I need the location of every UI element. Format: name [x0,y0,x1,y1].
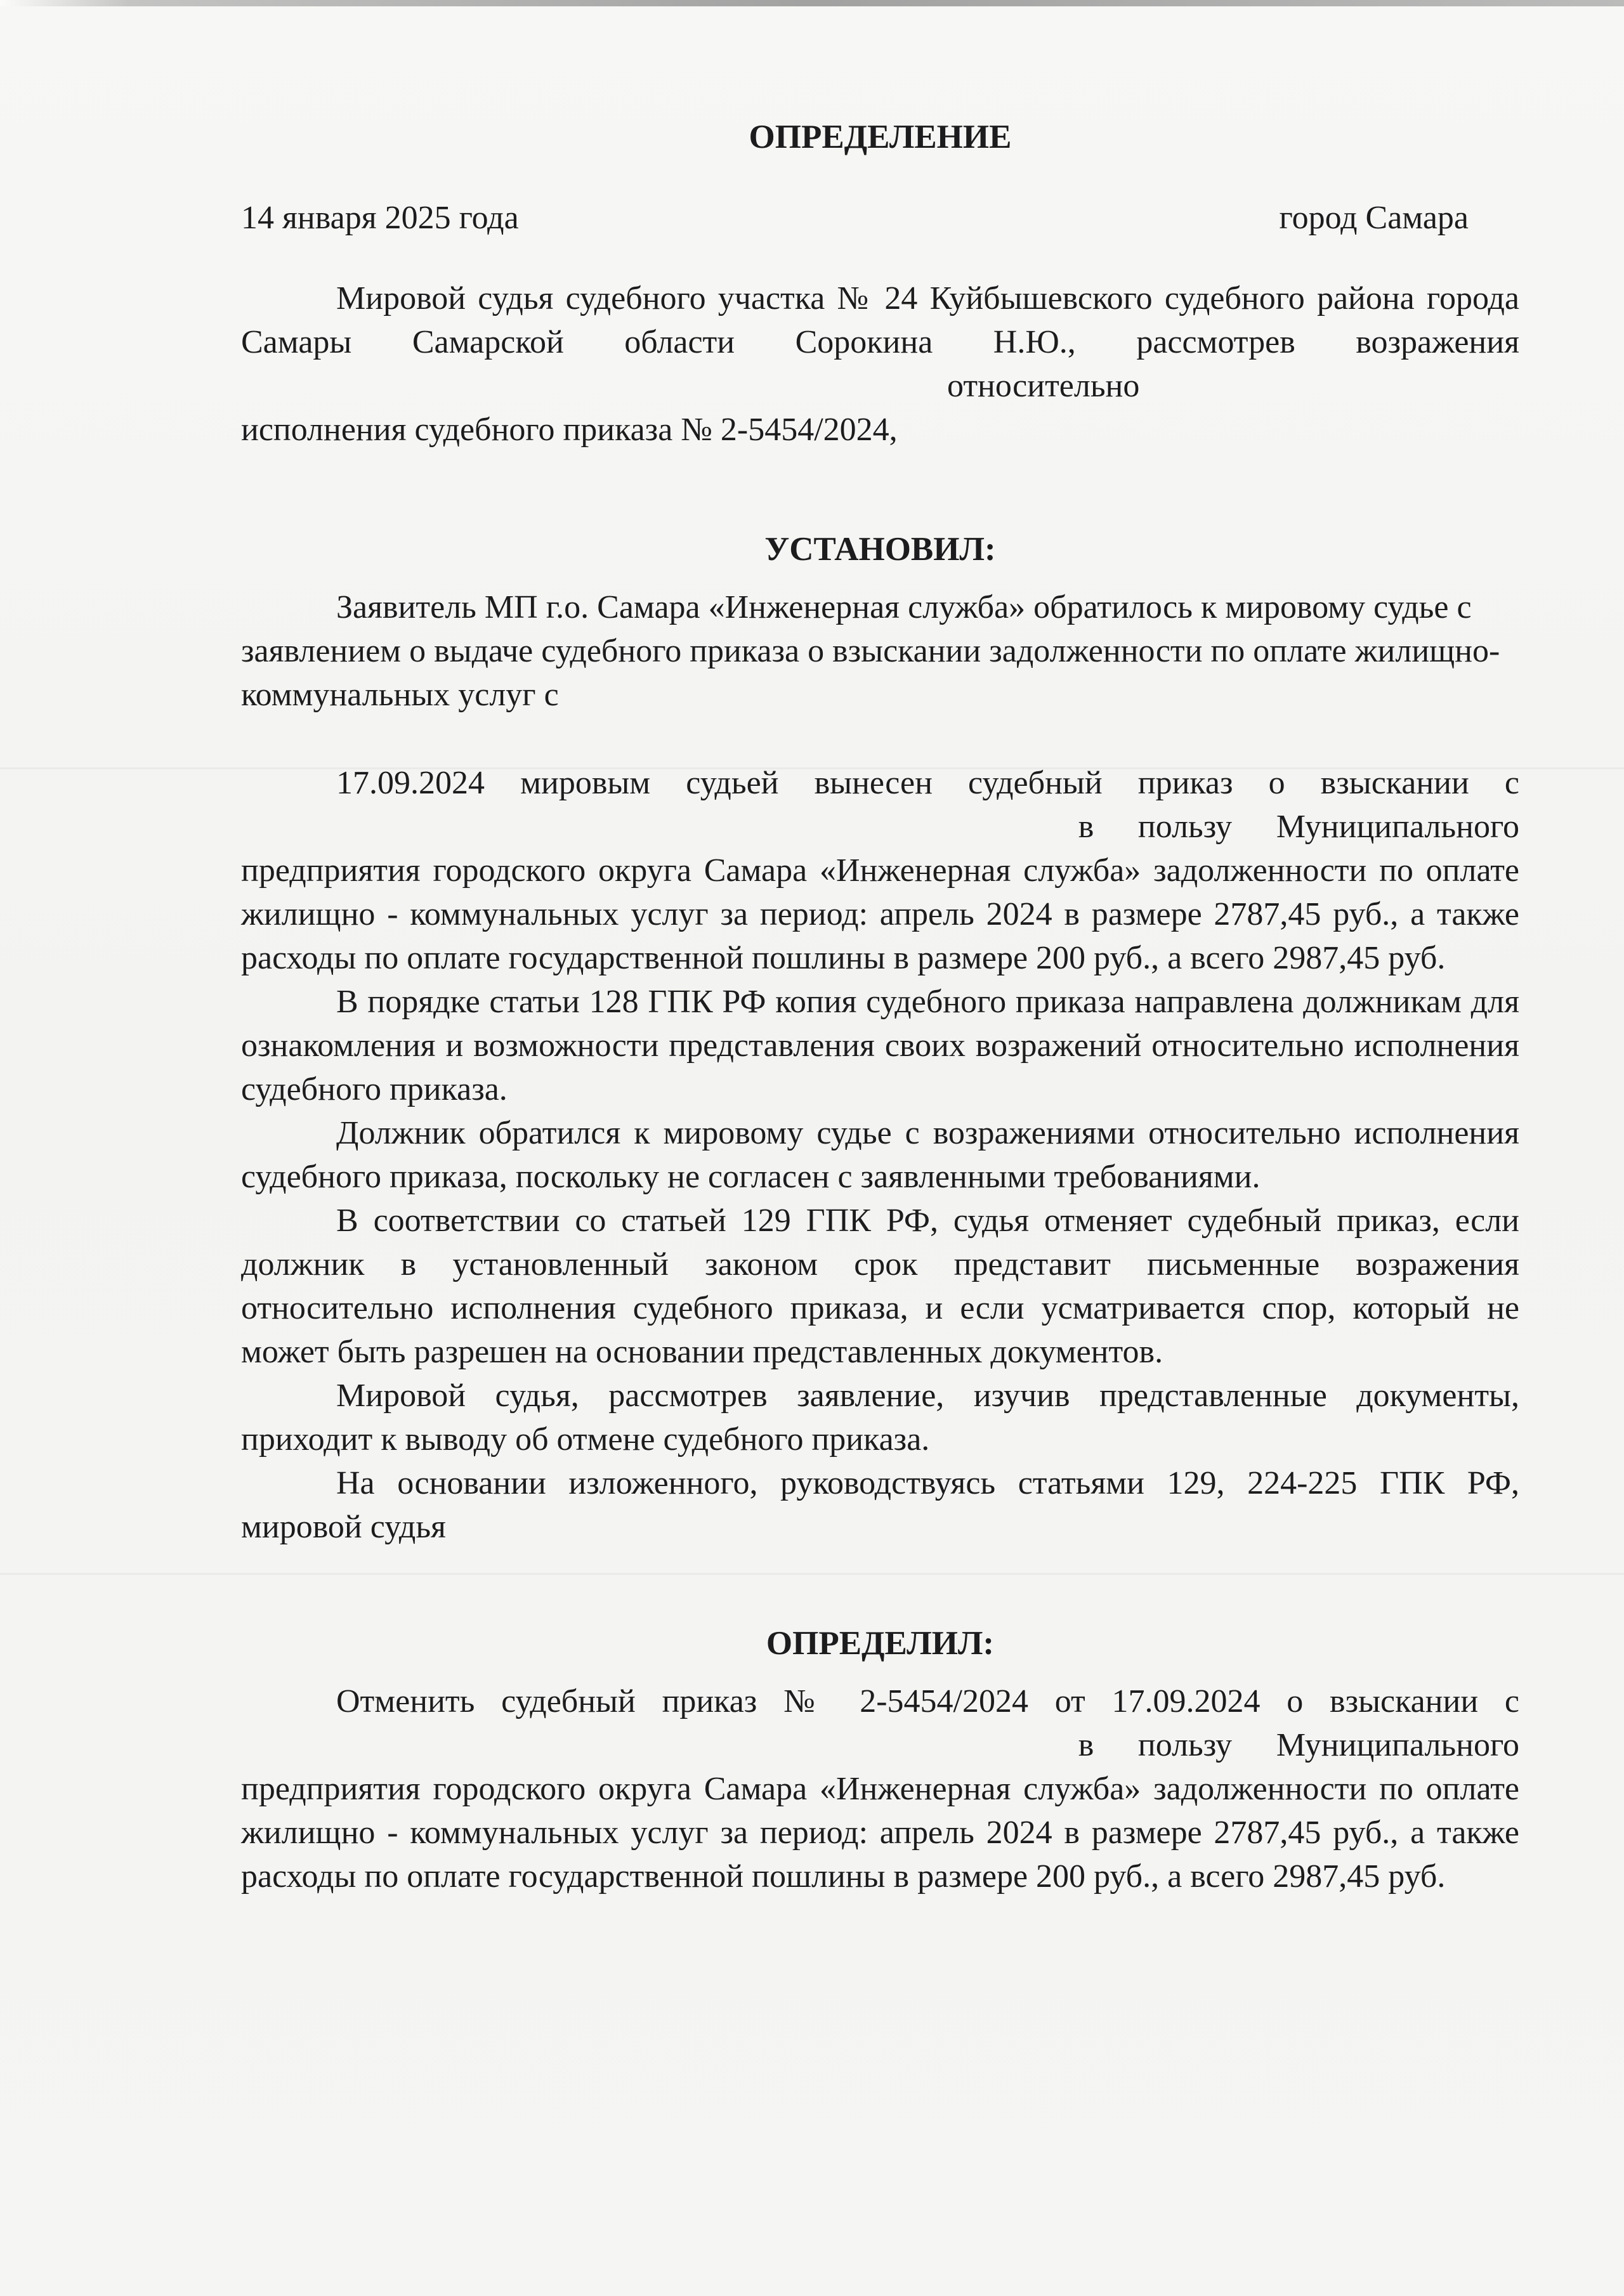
document-title: ОПРЕДЕЛЕНИЕ [749,119,1012,155]
established-paragraph-2 [241,761,1519,980]
established-paragraph-2-cont: в пользу Муниципального предприятия городского округа Самара «Инженерная служба» задолженности по оплате жилищно - коммунальных услуг за период: апрель 2024 в размере 2787,45 руб., а также расходы по оплате государственной пошлины в размере 200 руб., а всего 2987,45 руб. [241,809,1520,976]
date-place-row [241,196,1519,240]
established-paragraph-4: Должник обратился к мировому судье с возражениями относительно исполнения судебного приказа, поскольку не согласен с заявленными требованиями. [241,1115,1519,1195]
intro-text-part2: относительно [947,368,1140,404]
paper-top-edge [0,0,1624,6]
intro-text-part1: Мировой судья судебного участка № 24 Куйбышевского судебного района города Самары Самарской области Сорокина Н.Ю., рассмотрев возражения [241,280,1519,360]
established-paragraph-1: Заявитель МП г.о. Самара «Инженерная служба» обратилось к мировому судье с заявлением о выдаче судебного приказа о взыскании задолженности по оплате жилищно-коммунальных услуг с [241,589,1500,713]
established-paragraph-2-start: 17.09.2024 мировым судьей вынесен судебный приказ о взыскании с [336,765,1519,801]
decided-paragraph [241,1680,1519,1898]
decided-paragraph-start: Отменить судебный приказ № 2-5454/2024 от 17.09.2024 о взыскании с [336,1683,1519,1719]
document-city: город Самара [1279,200,1469,236]
established-paragraph-7: На основании изложенного, руководствуясь статьями 129, 224-225 ГПК РФ, мировой судья [241,1465,1519,1545]
section-established-heading: УСТАНОВИЛ: [764,531,996,568]
document-body [241,115,1519,1898]
established-paragraph-5: В соответствии со статьей 129 ГПК РФ, судья отменяет судебный приказ, если должник в установленный законом срок представит письменные возражения относительно исполнения судебного приказа, и если усматривается спор, который не может быть разрешен на основании представленных документов. [241,1203,1519,1370]
established-paragraph-3: В порядке статьи 128 ГПК РФ копия судебного приказа направлена должникам для ознакомления и возможности представления своих возражений относительно исполнения судебного приказа. [241,984,1519,1107]
intro-text-part3: исполнения судебного приказа № 2-5454/2024, [241,412,898,448]
intro-paragraph [241,277,1519,408]
decided-paragraph-cont: в пользу Муниципального предприятия городского округа Самара «Инженерная служба» задолженности по оплате жилищно - коммунальных услуг за период: апрель 2024 в размере 2787,45 руб., а также расходы по оплате государственной пошлины в размере 200 руб., а всего 2987,45 руб. [241,1727,1520,1895]
document-date: 14 января 2025 года [241,200,519,236]
established-paragraph-6: Мировой судья, рассмотрев заявление, изучив представленные документы, приходит к выводу об отмене судебного приказа. [241,1378,1519,1458]
section-decided-heading: ОПРЕДЕЛИЛ: [766,1625,995,1662]
